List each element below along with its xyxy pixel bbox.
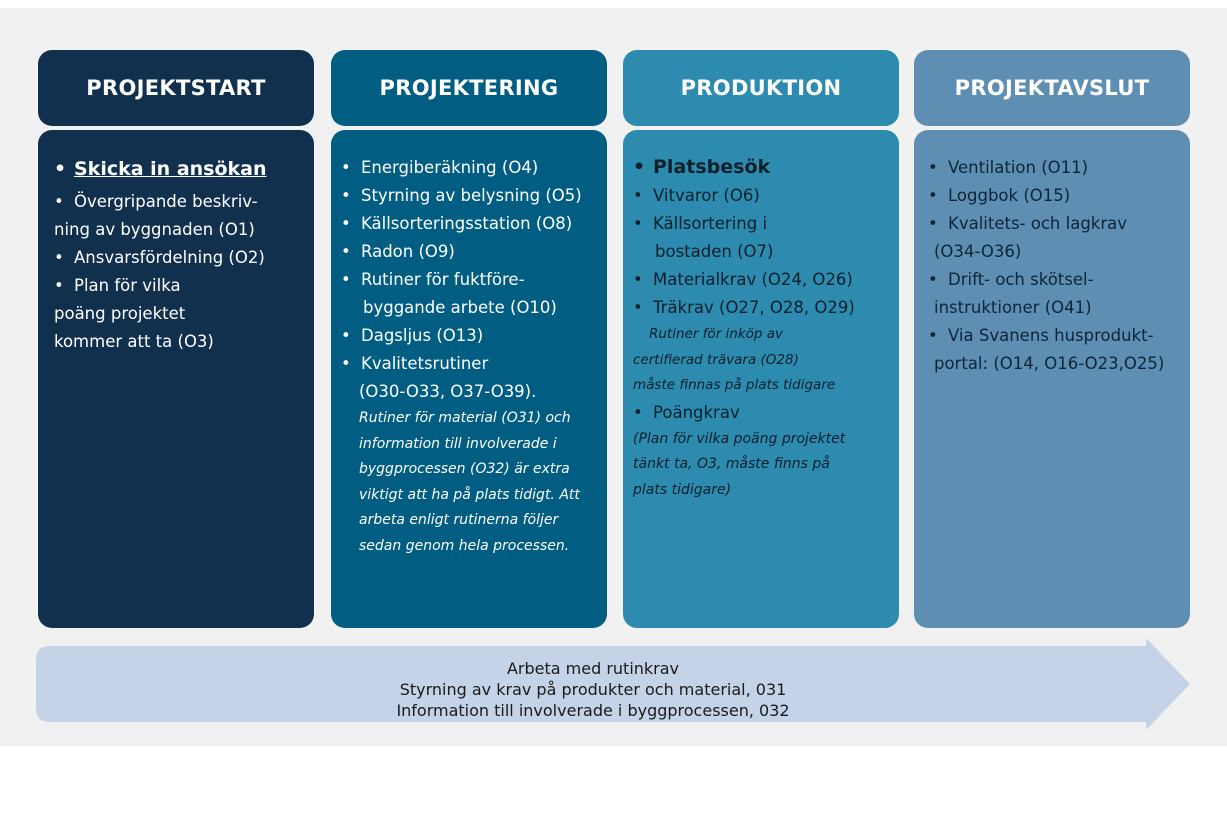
note-line: (Plan för vilka poäng projektet — [633, 430, 846, 447]
bullet-icon: • — [341, 242, 351, 261]
bullet-item: • Ansvarsfördelning (O2) — [54, 244, 302, 272]
bullet-item: • Källsortering i — [633, 210, 887, 238]
phase-content — [38, 130, 314, 628]
phase-title: PRODUKTION — [623, 50, 899, 126]
note-line: byggprocessen (O32) är extra — [359, 461, 570, 477]
bullet-item: • Poängkrav — [633, 399, 887, 427]
text-line: kommer att ta (O3) — [54, 332, 214, 351]
bullet-icon: • — [633, 156, 646, 178]
text-line: (O34-O36) — [934, 242, 1022, 261]
bullet-item: • Energiberäkning (O4) — [341, 154, 595, 182]
bullet-item: • Ventilation (O11) — [928, 154, 1178, 182]
note-line: tänkt ta, O3, måste finns på — [633, 456, 830, 472]
bullet-item: • Kvalitets- och lagkrav — [928, 210, 1178, 238]
bullet-icon: • — [54, 158, 67, 180]
note-line: Rutiner för material (O31) och — [359, 410, 571, 426]
phase-title: PROJEKTSTART — [38, 50, 314, 126]
arrow-label — [36, 658, 1150, 721]
bullet-icon: • — [54, 276, 64, 295]
bullet-item: • Drift- och skötsel- — [928, 266, 1178, 294]
text-line: byggande arbete (O10) — [363, 298, 557, 317]
bullet-icon: • — [341, 326, 351, 345]
phase-title: PROJEKTAVSLUT — [914, 50, 1190, 126]
text-line: bostaden (O7) — [655, 242, 774, 261]
note-line: information till involverade i — [359, 435, 557, 452]
bullet-icon: • — [928, 270, 938, 289]
bullet-icon: • — [341, 186, 351, 205]
phase-title: PROJEKTERING — [331, 50, 607, 126]
bullet-icon: • — [633, 270, 643, 289]
text-line: (O30-O33, O37-O39). — [359, 382, 537, 401]
phase-content — [623, 130, 899, 628]
bullet-item: • Källsorteringsstation (O8) — [341, 210, 595, 238]
arrow-line: Styrning av krav på produkter och material, 031 — [399, 680, 787, 699]
note-line: arbeta enligt rutinerna följer — [359, 512, 559, 528]
note-line: måste finnas på plats tidigare — [633, 377, 836, 393]
bullet-icon: • — [928, 158, 938, 177]
bullet-item: • Kvalitetsrutiner — [341, 350, 595, 378]
text-line: poäng projektet — [54, 304, 186, 323]
bullet-icon: • — [633, 186, 643, 205]
bullet-item: • Rutiner för fuktföre- — [341, 266, 595, 294]
bullet-icon: • — [54, 192, 64, 211]
bullet-item: • Platsbesök — [633, 152, 887, 182]
bullet-item: • Vitvaror (O6) — [633, 182, 887, 210]
bullet-item: • Plan för vilka — [54, 272, 302, 300]
bullet-icon: • — [633, 298, 643, 317]
bullet-icon: • — [341, 354, 351, 373]
arrow-line: Arbeta med rutinkrav — [506, 659, 680, 678]
note-line: Rutiner för inköp av — [649, 326, 784, 342]
note-line: viktigt att ha på plats tidigt. Att — [359, 486, 580, 503]
bullet-icon: • — [928, 186, 938, 205]
bullet-icon: • — [341, 158, 351, 177]
phase-content — [331, 130, 607, 628]
bullet-icon: • — [341, 214, 351, 233]
bullet-icon: • — [928, 214, 938, 233]
arrow-line: Information till involverade i byggprocessen, 032 — [396, 701, 790, 720]
bullet-item: • Radon (O9) — [341, 238, 595, 266]
bullet-icon: • — [54, 248, 64, 267]
bullet-item: • Träkrav (O27, O28, O29) — [633, 294, 887, 322]
bullet-item: • Skicka in ansökan — [54, 154, 302, 184]
note-line: certifierad trävara (O28) — [633, 351, 799, 368]
bullet-item: • Övergripande beskriv- — [54, 188, 302, 216]
bullet-icon: • — [633, 214, 643, 233]
note-line: plats tidigare) — [633, 481, 732, 498]
bullet-icon: • — [633, 402, 643, 422]
bullet-item: • Styrning av belysning (O5) — [341, 182, 595, 210]
process-diagram — [0, 8, 1227, 746]
text-line: portal: (O14, O16-O23,O25) — [934, 354, 1165, 373]
text-line: instruktioner (O41) — [934, 298, 1092, 317]
bullet-item: • Loggbok (O15) — [928, 182, 1178, 210]
bullet-icon: • — [928, 326, 938, 345]
bullet-item: • Materialkrav (O24, O26) — [633, 266, 887, 294]
bullet-icon: • — [341, 270, 351, 289]
note-line: sedan genom hela processen. — [359, 537, 570, 554]
process-arrow — [36, 638, 1190, 730]
bullet-item: • Via Svanens husprodukt- — [928, 322, 1178, 350]
text-line: ning av byggnaden (O1) — [54, 220, 255, 239]
phase-content — [914, 130, 1190, 628]
bullet-item: • Dagsljus (O13) — [341, 322, 595, 350]
